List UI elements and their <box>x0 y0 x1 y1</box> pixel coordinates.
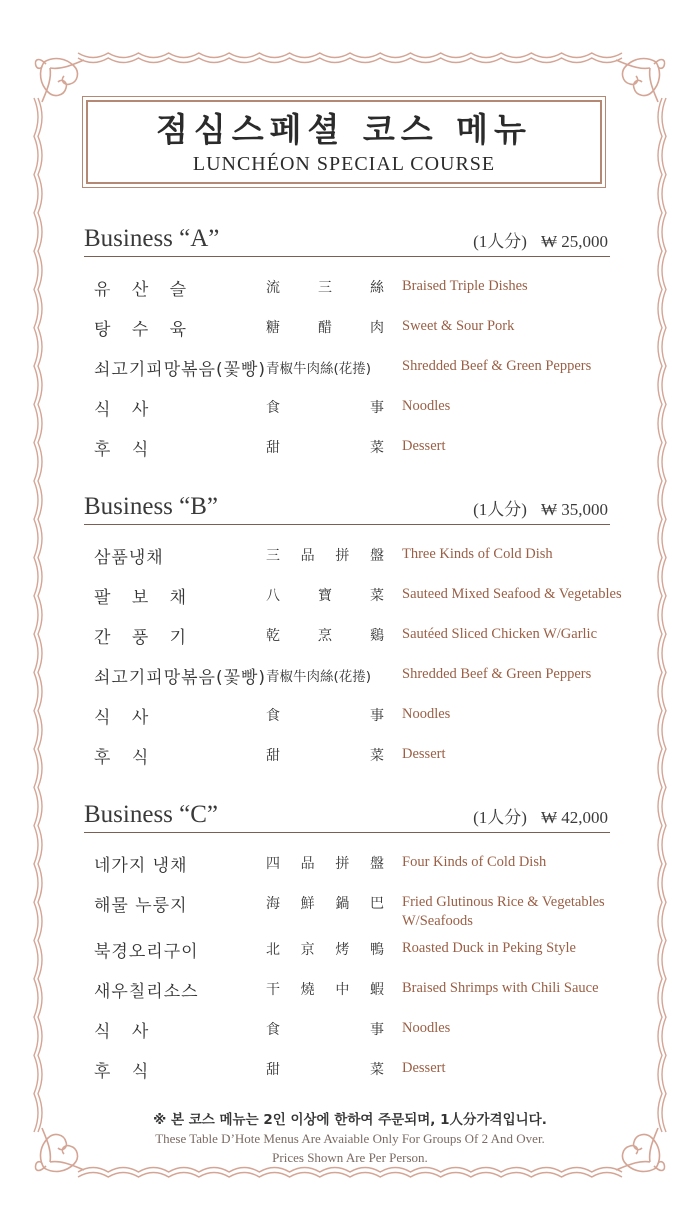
per-person-label: (1人分) <box>473 232 527 251</box>
item-name-english: Noodles <box>402 1020 451 1036</box>
item-name-english: Fried Glutinous Rice & Vegetables W/Seafoods <box>402 894 605 929</box>
item-name-korean: 간 풍 기 <box>94 628 195 648</box>
item-name-korean: 쇠고기피망볶음(꽃빵) <box>94 668 267 688</box>
menu-section <box>84 222 610 471</box>
chinese-character: 拼 <box>335 856 350 872</box>
chinese-character: 菜 <box>370 440 384 456</box>
menu-item <box>84 351 610 391</box>
item-name-english: Noodles <box>402 706 451 722</box>
menu-item <box>84 271 610 311</box>
chinese-character: 肉 <box>370 320 384 336</box>
item-name-chinese <box>266 939 384 959</box>
item-name-english: Sweet & Sour Pork <box>402 318 515 334</box>
chinese-character: 流 <box>266 280 280 296</box>
chinese-character: 糖 <box>266 320 280 336</box>
chinese-character: 盤 <box>369 856 384 872</box>
chinese-character: 品 <box>300 548 315 564</box>
chinese-character: 事 <box>370 708 384 724</box>
item-name-korean: 유 산 슬 <box>94 280 195 300</box>
menu-item <box>84 847 610 887</box>
menu-item <box>84 739 610 779</box>
item-name-english: Four Kinds of Cold Dish <box>402 854 547 870</box>
chinese-character: 鴨 <box>369 942 384 958</box>
menu-item <box>84 699 610 739</box>
menu-item <box>84 619 610 659</box>
item-name-chinese <box>266 277 384 297</box>
chinese-character: 八 <box>266 588 280 604</box>
menu-item <box>84 1053 610 1093</box>
item-name-english: Sauteed Mixed Seafood & Vegetables <box>402 586 622 602</box>
item-name-english: Roasted Duck in Peking Style <box>402 940 576 956</box>
section-header <box>84 798 610 833</box>
menu-item <box>84 933 610 973</box>
chinese-character: 絲 <box>370 280 384 296</box>
item-name-chinese <box>266 317 384 337</box>
chinese-character: 鷄 <box>370 628 384 644</box>
chinese-character: 燒 <box>300 982 315 998</box>
menu-item <box>84 539 610 579</box>
item-name-korean: 후 식 <box>94 440 157 460</box>
item-name-korean: 쇠고기피망볶음(꽃빵) <box>94 360 267 380</box>
section-price: ₩ 25,000 <box>540 232 608 251</box>
chinese-character: 事 <box>370 1022 384 1038</box>
chinese-character: 京 <box>300 942 315 958</box>
item-name-korean: 탕 수 육 <box>94 320 195 340</box>
item-name-chinese <box>266 745 384 765</box>
item-name-korean: 삼품냉채 <box>94 548 164 568</box>
chinese-character: 青椒牛肉絲(花捲) <box>266 669 372 685</box>
chinese-character: 醋 <box>318 320 332 336</box>
section-price: ₩ 42,000 <box>540 808 608 827</box>
item-name-english: Three Kinds of Cold Dish <box>402 546 553 562</box>
chinese-character: 甜 <box>266 440 280 456</box>
chinese-character: 蝦 <box>369 982 384 998</box>
menu-item <box>84 1013 610 1053</box>
item-name-chinese <box>266 585 384 605</box>
item-name-english: Braised Shrimps with Chili Sauce <box>402 980 599 996</box>
chinese-character: 鍋 <box>335 896 350 912</box>
item-name-chinese <box>266 545 384 565</box>
menu-item <box>84 973 610 1013</box>
chinese-character: 烤 <box>335 942 350 958</box>
item-name-chinese <box>266 397 384 417</box>
per-person-label: (1人分) <box>473 808 527 827</box>
item-name-chinese <box>266 437 384 457</box>
page-title-english: LUNCHÉON SPECIAL COURSE <box>192 153 496 175</box>
item-name-korean: 팔 보 채 <box>94 588 195 608</box>
chinese-character: 中 <box>335 982 350 998</box>
page-title-korean: 점심스페셜 코스 메뉴 <box>156 110 532 149</box>
item-name-chinese <box>266 1019 384 1039</box>
chinese-character: 食 <box>266 400 280 416</box>
chinese-character: 菜 <box>370 588 384 604</box>
section-price: ₩ 35,000 <box>540 500 608 519</box>
chinese-character: 寶 <box>318 588 332 604</box>
chinese-character: 食 <box>266 708 280 724</box>
item-name-chinese <box>266 1059 384 1079</box>
menu-section <box>84 798 610 1093</box>
chinese-character: 干 <box>266 982 280 998</box>
menu-item-list <box>84 539 622 779</box>
item-name-english: Sautéed Sliced Chicken W/Garlic <box>402 626 598 642</box>
section-name: Business “A” <box>84 225 220 252</box>
menu-item <box>84 431 610 471</box>
menu-item-list <box>84 271 610 471</box>
section-name: Business “B” <box>84 493 219 520</box>
note-english-line2: Prices Shown Are Per Person. <box>272 1150 428 1165</box>
menu-section <box>84 490 622 779</box>
chinese-character: 三 <box>318 280 332 296</box>
item-name-english: Dessert <box>402 438 446 454</box>
menu-item <box>84 311 610 351</box>
chinese-character: 青椒牛肉絲(花捲) <box>266 361 372 377</box>
item-name-korean: 새우칠리소스 <box>94 982 199 1002</box>
item-name-chinese <box>266 893 384 913</box>
chinese-character: 巴 <box>369 896 384 912</box>
item-name-korean: 식 사 <box>94 400 157 420</box>
item-name-chinese <box>266 625 384 645</box>
section-header <box>84 490 610 525</box>
section-price-group <box>473 227 608 252</box>
chinese-character: 品 <box>300 856 315 872</box>
chinese-character: 海 <box>266 896 280 912</box>
chinese-character: 北 <box>266 942 280 958</box>
item-name-english: Shredded Beef & Green Peppers <box>402 666 592 682</box>
item-name-chinese <box>266 665 390 685</box>
section-price-group <box>473 803 608 828</box>
item-name-chinese <box>266 705 384 725</box>
item-name-english: Dessert <box>402 1060 446 1076</box>
item-name-korean: 해물 누룽지 <box>94 896 188 916</box>
chinese-character: 四 <box>266 856 280 872</box>
title-box <box>86 100 602 184</box>
chinese-character: 乾 <box>266 628 280 644</box>
note-english-line1: These Table D’Hote Menus Are Avaiable Only For Groups Of 2 And Over. <box>155 1131 545 1146</box>
menu-item <box>84 659 610 699</box>
chinese-character: 甜 <box>266 1062 280 1078</box>
chinese-character: 菜 <box>370 1062 384 1078</box>
chinese-character: 三 <box>266 548 280 564</box>
section-name: Business “C” <box>84 801 219 828</box>
item-name-english: Shredded Beef & Green Peppers <box>402 358 592 374</box>
item-name-korean: 식 사 <box>94 708 157 728</box>
chinese-character: 事 <box>370 400 384 416</box>
item-name-korean: 식 사 <box>94 1022 157 1042</box>
item-name-english: Noodles <box>402 398 451 414</box>
chinese-character: 甜 <box>266 748 280 764</box>
note-korean: ※ 본 코스 메뉴는 2인 이상에 한하여 주문되며, 1人分가격입니다. <box>153 1112 547 1128</box>
item-name-chinese <box>266 357 390 377</box>
chinese-character: 拼 <box>335 548 350 564</box>
item-name-korean: 후 식 <box>94 1062 157 1082</box>
per-person-label: (1人分) <box>473 500 527 519</box>
chinese-character: 鮮 <box>300 896 315 912</box>
chinese-character: 食 <box>266 1022 280 1038</box>
menu-item-list <box>84 847 610 1093</box>
item-name-chinese <box>266 853 384 873</box>
section-header <box>84 222 610 257</box>
item-name-english: Dessert <box>402 746 446 762</box>
item-name-korean: 후 식 <box>94 748 157 768</box>
chinese-character: 菜 <box>370 748 384 764</box>
menu-item <box>84 391 610 431</box>
item-name-korean: 네가지 냉채 <box>94 856 188 876</box>
item-name-korean: 북경오리구이 <box>94 942 199 962</box>
chinese-character: 盤 <box>369 548 384 564</box>
menu-item <box>84 579 622 619</box>
menu-item <box>84 887 610 933</box>
item-name-chinese <box>266 979 384 999</box>
section-price-group <box>473 495 608 520</box>
chinese-character: 烹 <box>318 628 332 644</box>
item-name-english: Braised Triple Dishes <box>402 278 528 294</box>
